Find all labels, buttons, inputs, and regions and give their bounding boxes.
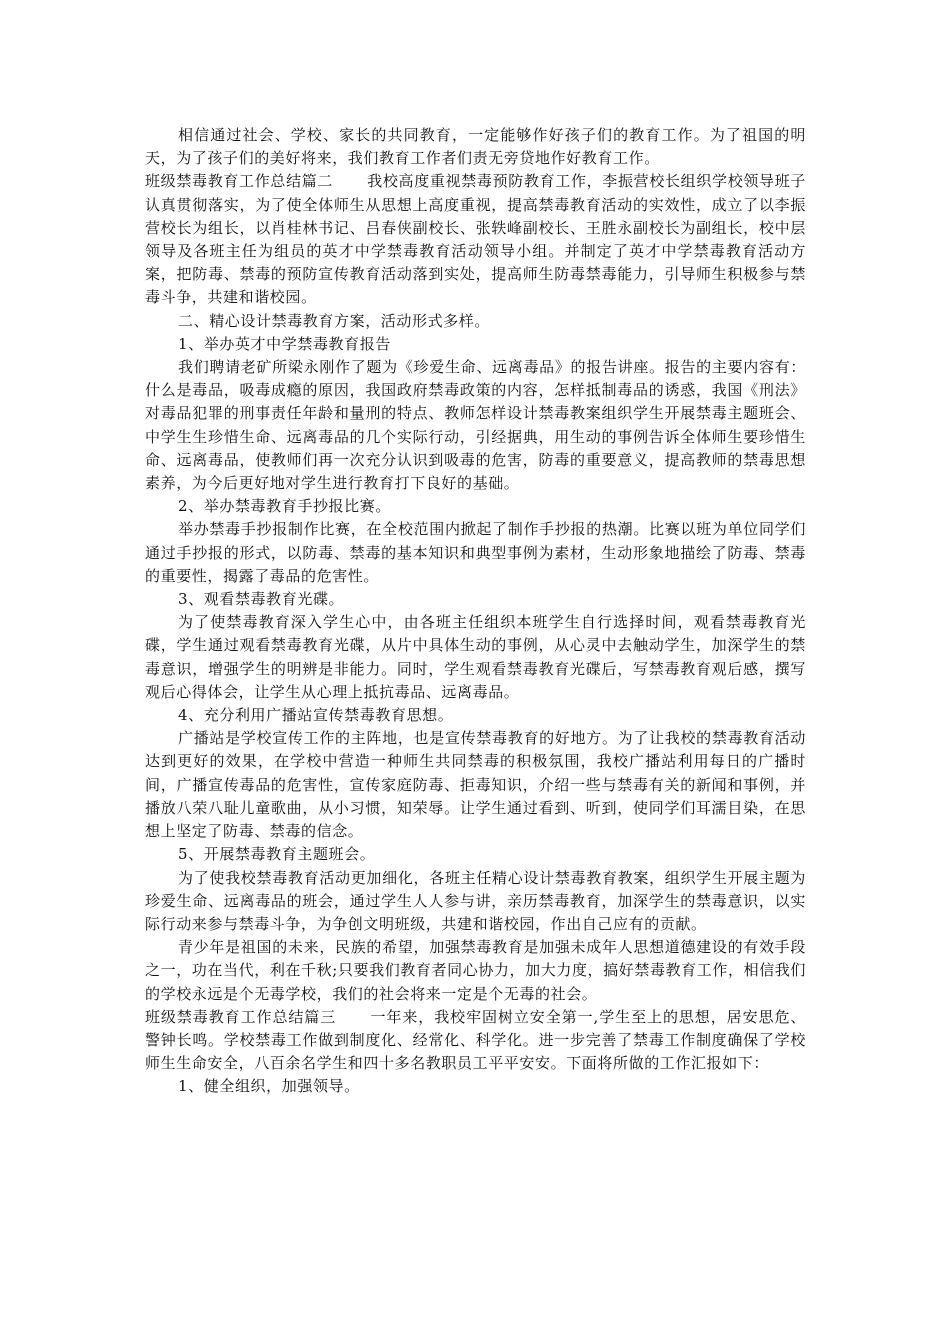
paragraph: 为了使禁毒教育深入学生心中，由各班主任组织本班学生自行选择时间，观看禁毒教育光碟，学生通过观看禁毒教育光碟，从片中具体生动的事例，从心灵中去触动学生，加深学生的禁毒意识，增强学生的明辨是非能力。同时，学生观看禁毒教育光碟后，写禁毒教育观后感，撰写观后心得体会，让学生从心理上抵抗毒品、远离毒品。 — [145, 613, 806, 701]
item-heading: 1、健全组织，加强领导。 — [178, 1077, 360, 1096]
paragraph: 我校高度重视禁毒预防教育工作，李振营校长组织学校领导班子认真贯彻落实，为了使全体师生从思想上高度重视，提高禁毒教育活动的实效性，成立了以李振营校长为组长，以肖桂林书记、吕春侠副校长、张轶峰副校长、王胜永副校长为副组长，校中层领导及各班主任为组员的英才中学禁毒教育活动领导小组。并制定了英才中学禁毒教育活动方案，把防毒、禁毒的预防宣传教育活动落到实处，提高师生防毒禁毒能力，引导师生积极参与禁毒斗争，共建和谐校园。 — [145, 172, 807, 307]
item-heading: 3、观看禁毒教育光碟。 — [178, 590, 345, 609]
section-subheading: 二、精心设计禁毒教育方案，活动形式多样。 — [178, 311, 491, 330]
paragraph: 一年来，我校牢固树立安全第一,学生至上的思想，居安思危、警钟长鸣。学校禁毒工作做到制度化、经常化、科学化。进一步完善了禁毒工作制度确保了学校师生生命安全，八百余名学生和四十多名教职员工平平安安。下面将所做的工作汇报如下： — [145, 1007, 806, 1073]
paragraph: 我们聘请老矿所梁永刚作了题为《珍爱生命、远离毒品》的报告讲座。报告的主要内容有：什么是毒品，吸毒成瘾的原因，我国政府禁毒政策的内容，怎样抵制毒品的诱惑，我国《刑法》对毒品犯罪的刑事责任年龄和量刑的特点、教师怎样设计禁毒教案组织学生开展禁毒主题班会、中学生生珍惜生命、远离毒品的几个实际行动，引经据典，用生动的事例告诉全体师生要珍惜生命、远离毒品，使教师们再一次充分认识到吸毒的危害，防毒的重要意义，提高教师的禁毒思想素养，为今后更好地对学生进行教育打下良好的基础。 — [145, 358, 806, 493]
item-heading: 5、开展禁毒教育主题班会。 — [178, 845, 376, 864]
item-heading: 2、举办禁毒教育手抄报比赛。 — [178, 497, 391, 516]
item-heading: 4、充分利用广播站宣传禁毒教育思想。 — [178, 706, 454, 725]
section-paragraph-part3 — [145, 1006, 806, 1076]
section-heading-part3: 班级禁毒教育工作总结篇三 — [145, 1007, 337, 1026]
paragraph: 广播站是学校宣传工作的主阵地，也是宣传禁毒教育的好地方。为了让我校的禁毒教育活动达到更好的效果，在学校中营造一种师生共同禁毒的积极氛围，我校广播站利用每日的广播时间，广播宣传毒品的危害性，宣传家庭防毒、拒毒知识，介绍一些与禁毒有关的新闻和事例，并播放八荣八耻儿童歌曲，从小习惯，知荣辱。让学生通过看到、听到，使同学们耳濡目染，在思想上坚定了防毒、禁毒的信念。 — [145, 729, 806, 841]
paragraph: 为了使我校禁毒教育活动更加细化，各班主任精心设计禁毒教育教案，组织学生开展主题为珍爱生命、远离毒品的班会，通过学生人人参与讲，亲历禁毒教育，加深学生的禁毒意识，以实际行动来参与禁毒斗争，为争创文明班级，共建和谐校园，作出自己应有的贡献。 — [145, 868, 806, 933]
document-body — [145, 124, 806, 1099]
section-heading-part2: 班级禁毒教育工作总结篇二 — [145, 172, 334, 191]
paragraph: 举办禁毒手抄报制作比赛，在全校范围内掀起了制作手抄报的热潮。比赛以班为单位同学们通过手抄报的形式，以防毒、禁毒的基本知识和典型事例为素材，生动形象地描绘了防毒、禁毒的重要性，揭露了毒品的危害性。 — [145, 520, 806, 585]
item-heading: 1、举办英才中学禁毒教育报告 — [178, 334, 391, 353]
section-paragraph-part2 — [145, 170, 806, 309]
paragraph: 青少年是祖国的未来，民族的希望，加强禁毒教育是加强未成年人思想道德建设的有效手段之一，功在当代，利在千秋;只要我们教育者同心协力，加大力度，搞好禁毒教育工作，相信我们的学校永远是个无毒学校，我们的社会将来一定是个无毒的社会。 — [145, 938, 806, 1003]
paragraph: 相信通过社会、学校、家长的共同教育，一定能够作好孩子们的教育工作。为了祖国的明天，为了孩子们的美好将来，我们教育工作者们责无旁贷地作好教育工作。 — [145, 126, 806, 168]
